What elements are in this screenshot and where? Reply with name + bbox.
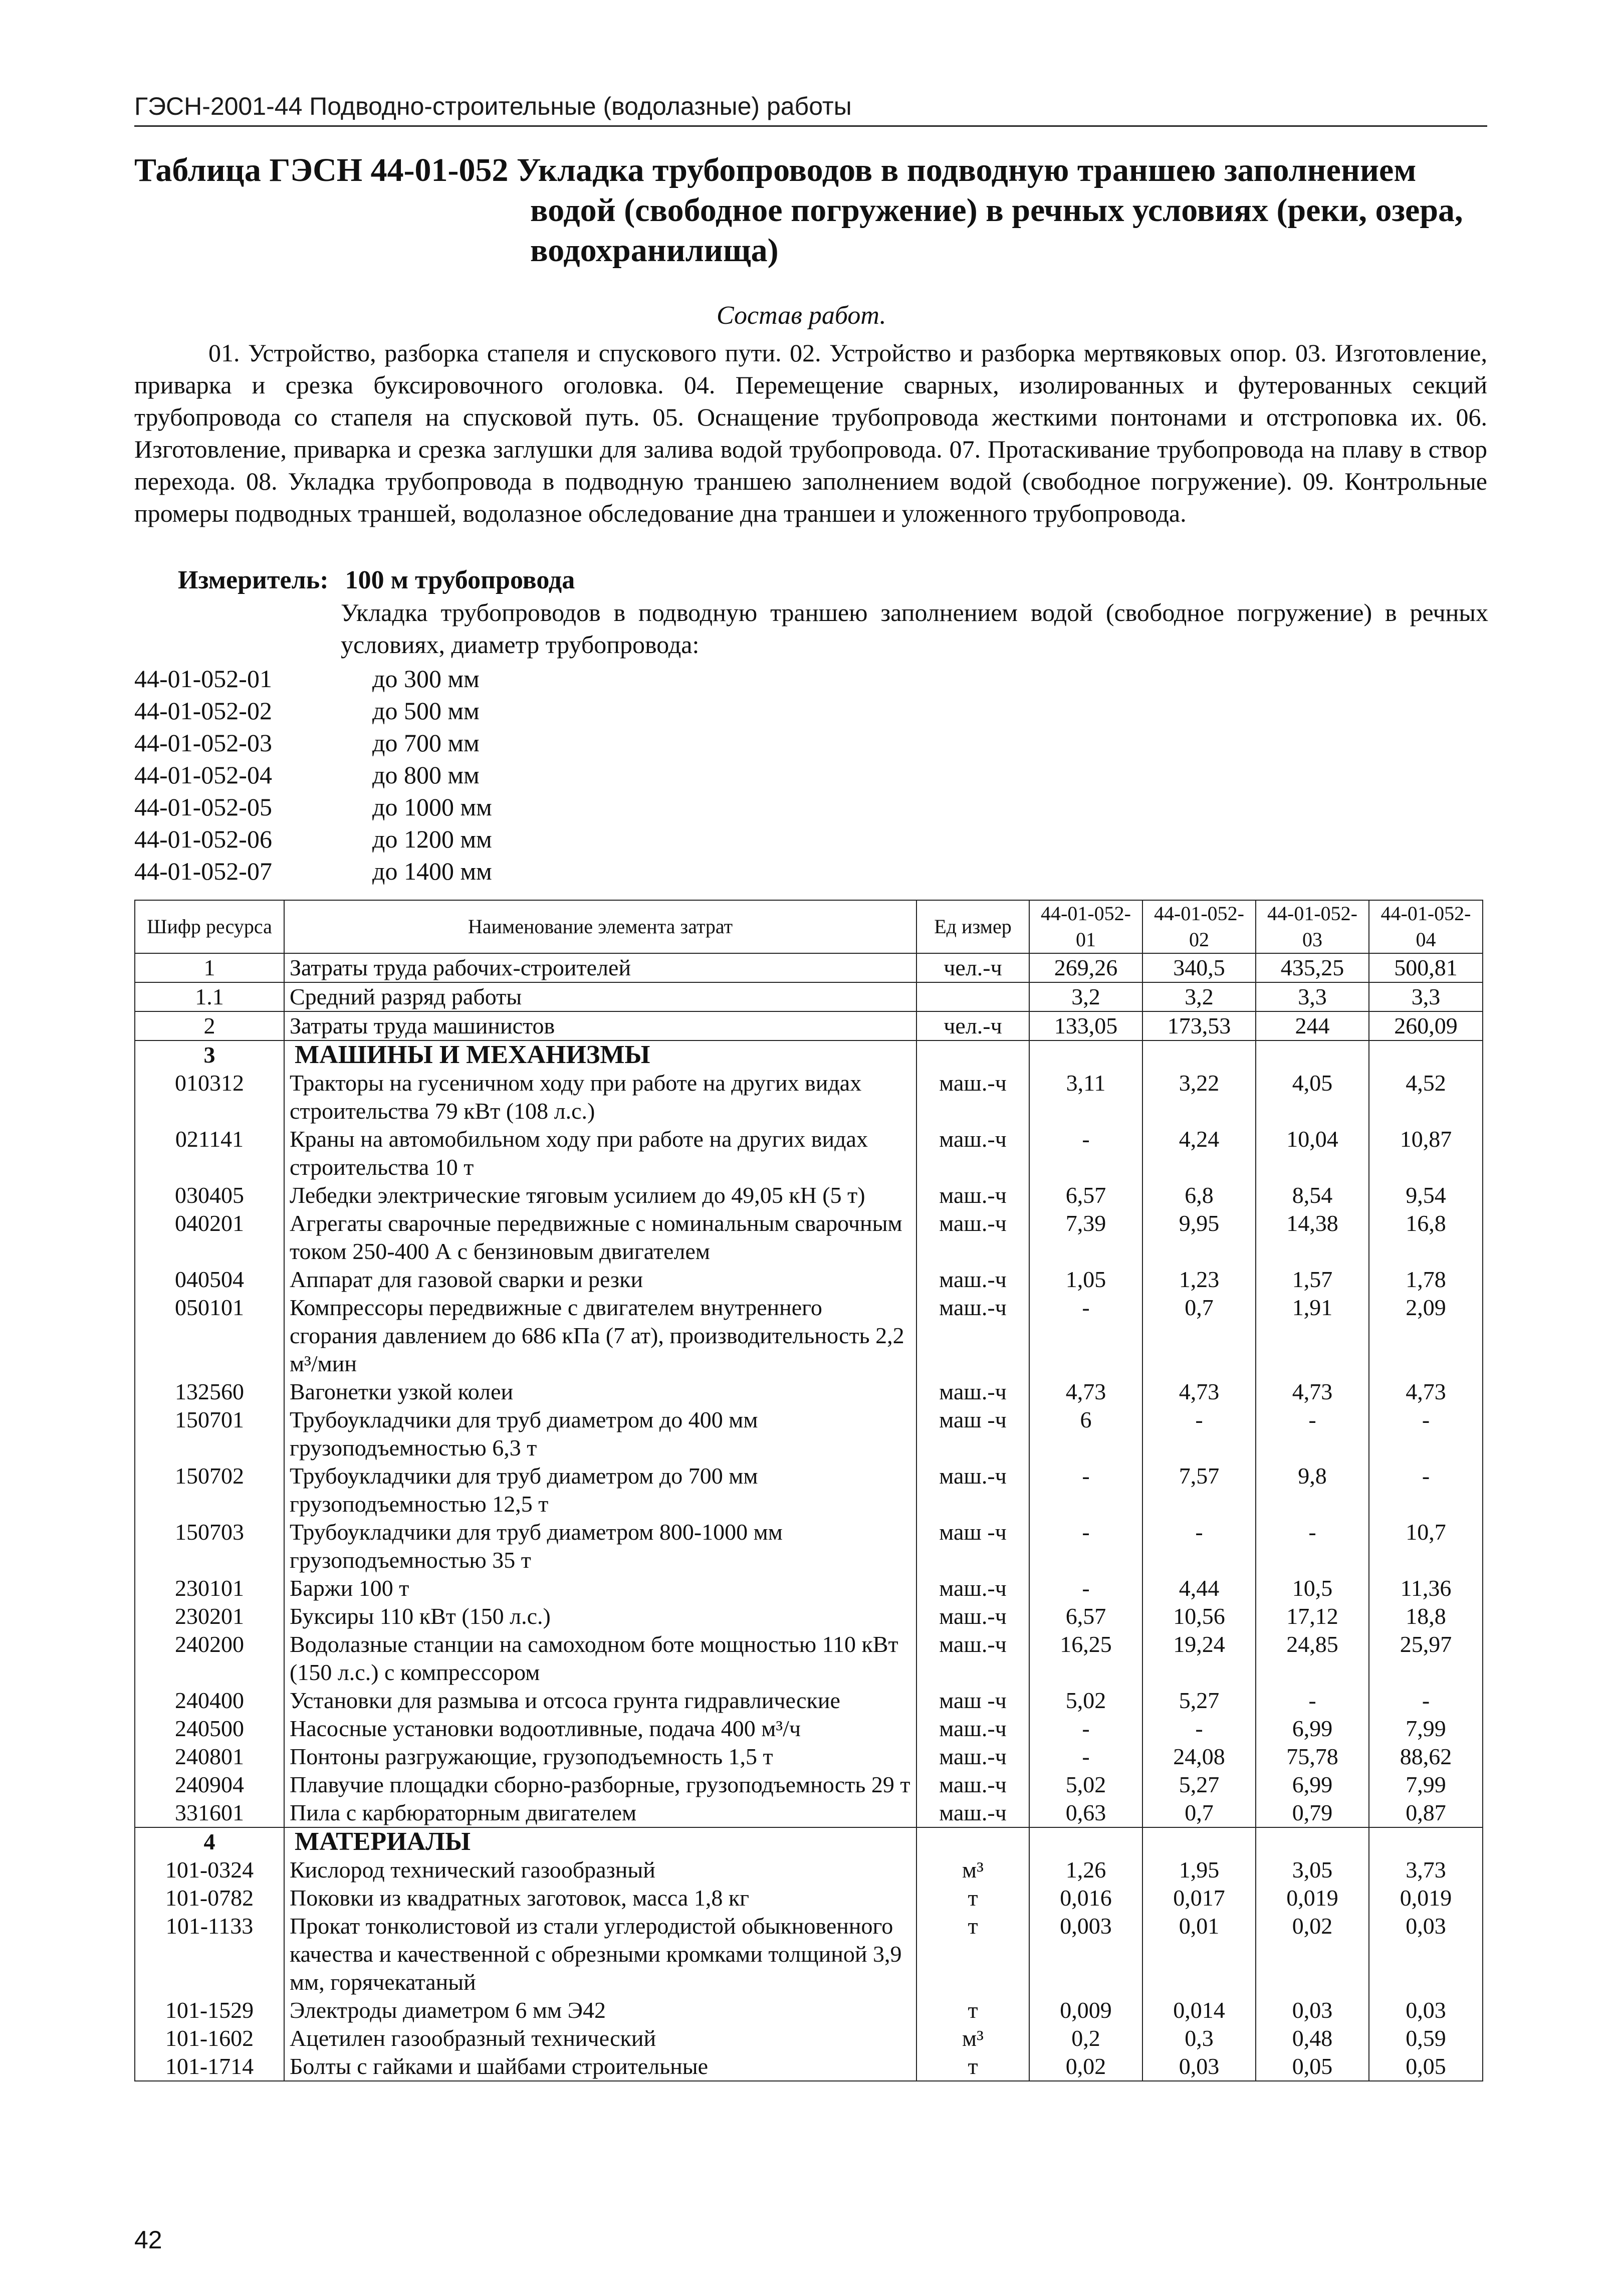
norm-value-4: 25,97 — [1369, 1630, 1483, 1687]
norm-value-1: - — [1029, 1574, 1142, 1602]
norm-value-2: 0,01 — [1142, 1912, 1256, 1996]
table-row — [135, 1771, 1483, 1799]
unit-of-measure: т — [916, 1912, 1029, 1996]
norm-value-3: 0,48 — [1256, 2024, 1369, 2052]
norm-value-2: 0,03 — [1142, 2052, 1256, 2081]
norm-value-1: - — [1029, 1125, 1142, 1181]
cost-item-name: Поковки из квадратных заготовок, масса 1,8 кг — [284, 1884, 916, 1912]
norm-value-3: 0,79 — [1256, 1799, 1369, 1827]
resource-code: 101-0782 — [135, 1884, 284, 1912]
cost-item-name: Вагонетки узкой колеи — [284, 1378, 916, 1406]
norm-value-3 — [1256, 1827, 1369, 1856]
cost-item-name: Лебедки электрические тяговым усилием до 49,05 кН (5 т) — [284, 1181, 916, 1209]
resource-code: 230201 — [135, 1602, 284, 1630]
resource-code: 101-1133 — [135, 1912, 284, 1996]
unit-of-measure: маш.-ч — [916, 1125, 1029, 1181]
norm-value-3: 9,8 — [1256, 1462, 1369, 1518]
cost-item-name: Трубоукладчики для труб диаметром до 400 мм грузоподъемностью 6,3 т — [284, 1406, 916, 1462]
norm-value-4: 0,05 — [1369, 2052, 1483, 2081]
variant-row — [134, 695, 492, 727]
cost-item-name: Баржи 100 т — [284, 1574, 916, 1602]
table-row — [135, 1069, 1483, 1125]
table-header-row — [135, 900, 1483, 953]
variant-text: до 500 мм — [372, 697, 480, 725]
resource-code: 010312 — [135, 1069, 284, 1125]
norm-value-1: - — [1029, 1294, 1142, 1378]
norm-value-4: 3,73 — [1369, 1856, 1483, 1884]
table-row — [135, 1743, 1483, 1771]
resource-code: 150702 — [135, 1462, 284, 1518]
page-number: 42 — [134, 2226, 162, 2254]
norm-value-3: 1,91 — [1256, 1294, 1369, 1378]
header-col-3: 44-01-052-03 — [1256, 900, 1369, 953]
resource-code: 030405 — [135, 1181, 284, 1209]
table-row — [135, 1574, 1483, 1602]
meter-value: 100 м трубопровода — [345, 566, 575, 594]
norm-value-2: - — [1142, 1518, 1256, 1574]
norm-value-2: 0,7 — [1142, 1799, 1256, 1827]
unit-of-measure: маш.-ч — [916, 1462, 1029, 1518]
norm-value-1: 0,009 — [1029, 1996, 1142, 2024]
norm-value-4: 0,03 — [1369, 1996, 1483, 2024]
table-row — [135, 1856, 1483, 1884]
norm-value-3: 8,54 — [1256, 1181, 1369, 1209]
norm-value-4: 1,78 — [1369, 1266, 1483, 1294]
norm-value-3: 4,05 — [1256, 1069, 1369, 1125]
unit-of-measure: чел.-ч — [916, 953, 1029, 982]
unit-of-measure: маш -ч — [916, 1518, 1029, 1574]
norm-value-3 — [1256, 1040, 1369, 1069]
unit-of-measure: маш.-ч — [916, 1209, 1029, 1266]
cost-item-name: Краны на автомобильном ходу при работе на других видах строительства 10 т — [284, 1125, 916, 1181]
unit-of-measure — [916, 1040, 1029, 1069]
norm-value-2: 0,3 — [1142, 2024, 1256, 2052]
cost-item-name: Болты с гайками и шайбами строительные — [284, 2052, 916, 2081]
cost-item-name: Ацетилен газообразный технический — [284, 2024, 916, 2052]
composition-caption: Состав работ. — [717, 301, 886, 330]
cost-item-name: Аппарат для газовой сварки и резки — [284, 1266, 916, 1294]
unit-of-measure: маш.-ч — [916, 1771, 1029, 1799]
header-col-1: 44-01-052-01 — [1029, 900, 1142, 953]
meter-label: Измеритель: — [178, 566, 329, 594]
variant-intro: Укладка трубопроводов в подводную траншею заполнением водой (свободное погружение) в речных условиях, диаметр трубопровода: — [341, 598, 1488, 659]
norm-value-4: 500,81 — [1369, 953, 1483, 982]
norm-value-1: 5,02 — [1029, 1687, 1142, 1715]
norm-value-4: 7,99 — [1369, 1771, 1483, 1799]
norm-value-3: - — [1256, 1518, 1369, 1574]
norm-value-2: 4,44 — [1142, 1574, 1256, 1602]
unit-of-measure: маш.-ч — [916, 1715, 1029, 1743]
variant-list — [134, 663, 492, 887]
header-unit: Ед измер — [916, 900, 1029, 953]
variant-row — [134, 855, 492, 887]
norm-value-2 — [1142, 1040, 1256, 1069]
norm-value-4: 3,3 — [1369, 982, 1483, 1011]
variant-row — [134, 791, 492, 823]
norm-value-4: 4,52 — [1369, 1069, 1483, 1125]
norm-value-2: 4,24 — [1142, 1125, 1256, 1181]
norm-value-4: 18,8 — [1369, 1602, 1483, 1630]
composition-text: 01. Устройство, разборка стапеля и спускового пути. 02. Устройство и разборка мертвяковых опор. 03. Изготовление, приварка и срезка буксировочного оголовка. 04. Перемещение сварных, изолированных и футерованных секций трубопровода со стапеля на спусковой путь. 05. Оснащение трубопровода жесткими понтонами и отстроповка их. 06. Изготовление, приварка и срезка заглушки для залива водой трубопровода. 07. Протаскивание трубопровода на плаву в створ перехода. 08. Укладка трубопровода в подводную траншею заполнением водой (свободное погружение). 09. Контрольные промеры подводных траншей, водолазное обследование дна траншеи и уложенного трубопровода. — [134, 339, 1487, 527]
unit-of-measure — [916, 1827, 1029, 1856]
norm-value-4: 10,7 — [1369, 1518, 1483, 1574]
norm-value-4: 88,62 — [1369, 1743, 1483, 1771]
table-row — [135, 1181, 1483, 1209]
unit-of-measure: маш -ч — [916, 1687, 1029, 1715]
norm-value-4: 16,8 — [1369, 1209, 1483, 1266]
norm-value-1: 1,05 — [1029, 1266, 1142, 1294]
variant-text: до 800 мм — [372, 761, 480, 789]
norm-value-2: 1,95 — [1142, 1856, 1256, 1884]
unit-of-measure: маш.-ч — [916, 1743, 1029, 1771]
norm-value-1: 16,25 — [1029, 1630, 1142, 1687]
table-row — [135, 1378, 1483, 1406]
resource-code: 132560 — [135, 1378, 284, 1406]
norm-value-2: 9,95 — [1142, 1209, 1256, 1266]
norm-value-2: 3,22 — [1142, 1069, 1256, 1125]
resource-code: 101-1714 — [135, 2052, 284, 2081]
unit-of-measure: маш.-ч — [916, 1602, 1029, 1630]
table-row — [135, 2052, 1483, 2081]
resource-code: 021141 — [135, 1125, 284, 1181]
norm-value-3: 6,99 — [1256, 1715, 1369, 1743]
unit-of-measure: т — [916, 1884, 1029, 1912]
resource-code: 050101 — [135, 1294, 284, 1378]
norm-value-2: 5,27 — [1142, 1771, 1256, 1799]
unit-of-measure: м³ — [916, 2024, 1029, 2052]
norm-value-1: 7,39 — [1029, 1209, 1142, 1266]
variant-code: 44-01-052-06 — [134, 825, 272, 853]
cost-item-name: Кислород технический газообразный — [284, 1856, 916, 1884]
norm-value-3: 3,05 — [1256, 1856, 1369, 1884]
norm-value-2: 340,5 — [1142, 953, 1256, 982]
resource-code: 240801 — [135, 1743, 284, 1771]
resource-code: 040504 — [135, 1266, 284, 1294]
norm-value-4: 0,59 — [1369, 2024, 1483, 2052]
norm-value-2: 4,73 — [1142, 1378, 1256, 1406]
table-title — [134, 150, 1487, 271]
norm-value-2: - — [1142, 1406, 1256, 1462]
norm-value-2: - — [1142, 1715, 1256, 1743]
cost-item-name: Пила с карбюраторным двигателем — [284, 1799, 916, 1827]
norm-value-4: 9,54 — [1369, 1181, 1483, 1209]
norm-value-3: 24,85 — [1256, 1630, 1369, 1687]
norm-value-4: 7,99 — [1369, 1715, 1483, 1743]
norm-value-2: 0,017 — [1142, 1884, 1256, 1912]
norm-value-1: 0,016 — [1029, 1884, 1142, 1912]
norm-value-1: 269,26 — [1029, 953, 1142, 982]
table-row — [135, 1687, 1483, 1715]
norm-value-2: 5,27 — [1142, 1687, 1256, 1715]
resource-code: 230101 — [135, 1574, 284, 1602]
norm-value-3: 6,99 — [1256, 1771, 1369, 1799]
table-row — [135, 1011, 1483, 1040]
header-name: Наименование элемента затрат — [284, 900, 916, 953]
table-row — [135, 1462, 1483, 1518]
norm-value-4: 10,87 — [1369, 1125, 1483, 1181]
norm-value-3: 435,25 — [1256, 953, 1369, 982]
table-row — [135, 1406, 1483, 1462]
header-col-2: 44-01-052-02 — [1142, 900, 1256, 953]
norm-value-2: 0,7 — [1142, 1294, 1256, 1378]
norm-value-1: 0,2 — [1029, 2024, 1142, 2052]
norm-value-1: 3,2 — [1029, 982, 1142, 1011]
unit-of-measure: м³ — [916, 1856, 1029, 1884]
resource-code: 150703 — [135, 1518, 284, 1574]
unit-of-measure: маш.-ч — [916, 1630, 1029, 1687]
norm-value-2: 24,08 — [1142, 1743, 1256, 1771]
resource-code: 240500 — [135, 1715, 284, 1743]
variant-text: до 1200 мм — [372, 825, 492, 853]
resource-code: 240400 — [135, 1687, 284, 1715]
norm-value-3: 14,38 — [1256, 1209, 1369, 1266]
variant-code: 44-01-052-07 — [134, 857, 272, 885]
norm-value-2: 6,8 — [1142, 1181, 1256, 1209]
norm-value-3: 4,73 — [1256, 1378, 1369, 1406]
unit-of-measure: чел.-ч — [916, 1011, 1029, 1040]
norm-value-3: - — [1256, 1406, 1369, 1462]
variant-code: 44-01-052-01 — [134, 665, 272, 693]
cost-item-name: Прокат тонколистовой из стали углеродистой обыкновенного качества и качественной с обрезными кромками толщиной 3,9 мм, горячекатаный — [284, 1912, 916, 1996]
variant-text: до 700 мм — [372, 729, 480, 757]
norm-value-3: 244 — [1256, 1011, 1369, 1040]
norm-value-1: - — [1029, 1715, 1142, 1743]
cost-item-name: Затраты труда рабочих-строителей — [284, 953, 916, 982]
cost-item-name: Насосные установки водоотливные, подача 400 м³/ч — [284, 1715, 916, 1743]
resource-code: 101-1529 — [135, 1996, 284, 2024]
variant-text: до 1000 мм — [372, 793, 492, 821]
resource-code: 240904 — [135, 1771, 284, 1799]
norm-value-4: 0,87 — [1369, 1799, 1483, 1827]
header-code: Шифр ресурса — [135, 900, 284, 953]
variant-row — [134, 823, 492, 855]
title-lead: Таблица ГЭСН 44-01-052 — [134, 152, 509, 188]
norm-value-4 — [1369, 1040, 1483, 1069]
norm-value-2: 1,23 — [1142, 1266, 1256, 1294]
unit-of-measure: т — [916, 1996, 1029, 2024]
norm-value-4: 11,36 — [1369, 1574, 1483, 1602]
variant-row — [134, 759, 492, 791]
norm-value-4: 0,03 — [1369, 1912, 1483, 1996]
norm-value-1 — [1029, 1827, 1142, 1856]
resource-code: 150701 — [135, 1406, 284, 1462]
table-row — [135, 1266, 1483, 1294]
norm-value-2: 19,24 — [1142, 1630, 1256, 1687]
norm-value-4: 260,09 — [1369, 1011, 1483, 1040]
norm-value-4: 0,019 — [1369, 1884, 1483, 1912]
norm-value-1: 5,02 — [1029, 1771, 1142, 1799]
cost-item-name: Электроды диаметром 6 мм Э42 — [284, 1996, 916, 2024]
norm-value-3: 3,3 — [1256, 982, 1369, 1011]
norm-value-3: 0,02 — [1256, 1912, 1369, 1996]
norm-value-3: 0,05 — [1256, 2052, 1369, 2081]
norm-value-3: - — [1256, 1687, 1369, 1715]
norm-value-1: - — [1029, 1518, 1142, 1574]
norm-value-1: 0,63 — [1029, 1799, 1142, 1827]
norm-value-1: 6,57 — [1029, 1181, 1142, 1209]
cost-item-name: Понтоны разгружающие, грузоподъемность 1,5 т — [284, 1743, 916, 1771]
norm-value-1: 0,02 — [1029, 2052, 1142, 2081]
cost-item-name: Буксиры 110 кВт (150 л.с.) — [284, 1602, 916, 1630]
running-head: ГЭСН-2001-44 Подводно-строительные (водолазные) работы — [134, 91, 1487, 127]
norm-value-1: 0,003 — [1029, 1912, 1142, 1996]
variant-code: 44-01-052-03 — [134, 729, 272, 757]
norm-value-4 — [1369, 1827, 1483, 1856]
cost-item-name: Затраты труда машинистов — [284, 1011, 916, 1040]
cost-item-name: Средний разряд работы — [284, 982, 916, 1011]
norm-value-4: - — [1369, 1462, 1483, 1518]
table-row — [135, 1209, 1483, 1266]
resource-code: 3 — [135, 1040, 284, 1069]
resource-code: 4 — [135, 1827, 284, 1856]
resource-code: 331601 — [135, 1799, 284, 1827]
norm-value-4: 2,09 — [1369, 1294, 1483, 1378]
norm-value-2: 10,56 — [1142, 1602, 1256, 1630]
cost-item-name: Компрессоры передвижные с двигателем внутреннего сгорания давлением до 686 кПа (7 ат), производительность 2,2 м³/мин — [284, 1294, 916, 1378]
norm-value-1: 1,26 — [1029, 1856, 1142, 1884]
cost-item-name: МАТЕРИАЛЫ — [284, 1827, 916, 1856]
variant-code: 44-01-052-04 — [134, 761, 272, 789]
variant-text: до 300 мм — [372, 665, 480, 693]
resource-code: 040201 — [135, 1209, 284, 1266]
norm-value-3: 17,12 — [1256, 1602, 1369, 1630]
norm-value-3: 0,03 — [1256, 1996, 1369, 2024]
table-row — [135, 1884, 1483, 1912]
norm-value-1: 6 — [1029, 1406, 1142, 1462]
unit-of-measure: маш.-ч — [916, 1378, 1029, 1406]
cost-table — [134, 900, 1483, 2081]
cost-item-name: Агрегаты сварочные передвижные с номинальным сварочным током 250-400 А с бензиновым двигателем — [284, 1209, 916, 1266]
norm-value-1: - — [1029, 1743, 1142, 1771]
norm-value-2: 0,014 — [1142, 1996, 1256, 2024]
table-body — [135, 953, 1483, 2081]
norm-value-1: - — [1029, 1462, 1142, 1518]
table-row — [135, 1294, 1483, 1378]
norm-value-4: 4,73 — [1369, 1378, 1483, 1406]
meter — [178, 565, 575, 595]
table-section-row — [135, 1827, 1483, 1856]
norm-value-2: 3,2 — [1142, 982, 1256, 1011]
norm-value-2: 173,53 — [1142, 1011, 1256, 1040]
variant-text: до 1400 мм — [372, 857, 492, 885]
norm-value-3: 10,04 — [1256, 1125, 1369, 1181]
norm-value-4: - — [1369, 1406, 1483, 1462]
norm-value-3: 0,019 — [1256, 1884, 1369, 1912]
table-row — [135, 2024, 1483, 2052]
resource-code: 1 — [135, 953, 284, 982]
title-line-1: Укладка трубопроводов в подводную траншею заполнением — [517, 152, 1417, 188]
title-line-3: водохранилища) — [530, 232, 779, 269]
norm-value-2 — [1142, 1827, 1256, 1856]
unit-of-measure: т — [916, 2052, 1029, 2081]
norm-value-3: 1,57 — [1256, 1266, 1369, 1294]
table-row — [135, 1518, 1483, 1574]
cost-item-name: МАШИНЫ И МЕХАНИЗМЫ — [284, 1040, 916, 1069]
unit-of-measure: маш.-ч — [916, 1181, 1029, 1209]
cost-item-name: Плавучие площадки сборно-разборные, грузоподъемность 29 т — [284, 1771, 916, 1799]
unit-of-measure: маш.-ч — [916, 1266, 1029, 1294]
cost-item-name: Трубоукладчики для труб диаметром 800-1000 мм грузоподъемностью 35 т — [284, 1518, 916, 1574]
unit-of-measure: маш.-ч — [916, 1069, 1029, 1125]
table-row — [135, 982, 1483, 1011]
variant-code: 44-01-052-02 — [134, 697, 272, 725]
resource-code: 101-1602 — [135, 2024, 284, 2052]
norm-value-3: 10,5 — [1256, 1574, 1369, 1602]
variant-row — [134, 663, 492, 695]
variant-code: 44-01-052-05 — [134, 793, 272, 821]
cost-item-name: Установки для размыва и отсоса грунта гидравлические — [284, 1687, 916, 1715]
norm-value-2: 7,57 — [1142, 1462, 1256, 1518]
table-row — [135, 1799, 1483, 1827]
resource-code: 240200 — [135, 1630, 284, 1687]
resource-code: 1.1 — [135, 982, 284, 1011]
table-row — [135, 1715, 1483, 1743]
cost-item-name: Водолазные станции на самоходном боте мощностью 110 кВт (150 л.с.) с компрессором — [284, 1630, 916, 1687]
norm-value-3: 75,78 — [1256, 1743, 1369, 1771]
norm-value-1: 4,73 — [1029, 1378, 1142, 1406]
resource-code: 2 — [135, 1011, 284, 1040]
resource-code: 101-0324 — [135, 1856, 284, 1884]
unit-of-measure — [916, 982, 1029, 1011]
variant-row — [134, 727, 492, 759]
table-row — [135, 1996, 1483, 2024]
table-row — [135, 1630, 1483, 1687]
table-section-row — [135, 1040, 1483, 1069]
cost-item-name: Тракторы на гусеничном ходу при работе на других видах строительства 79 кВт (108 л.с.) — [284, 1069, 916, 1125]
table-row — [135, 1125, 1483, 1181]
header-col-4: 44-01-052-04 — [1369, 900, 1483, 953]
unit-of-measure: маш -ч — [916, 1406, 1029, 1462]
norm-value-1: 3,11 — [1029, 1069, 1142, 1125]
unit-of-measure: маш.-ч — [916, 1574, 1029, 1602]
norm-value-1: 133,05 — [1029, 1011, 1142, 1040]
table-row — [135, 1912, 1483, 1996]
cost-item-name: Трубоукладчики для труб диаметром до 700 мм грузоподъемностью 12,5 т — [284, 1462, 916, 1518]
unit-of-measure: маш.-ч — [916, 1294, 1029, 1378]
norm-value-1: 6,57 — [1029, 1602, 1142, 1630]
unit-of-measure: маш.-ч — [916, 1799, 1029, 1827]
norm-value-1 — [1029, 1040, 1142, 1069]
table-row — [135, 953, 1483, 982]
table-row — [135, 1602, 1483, 1630]
title-line-2: водой (свободное погружение) в речных условиях (реки, озера, — [530, 192, 1463, 229]
norm-value-4: - — [1369, 1687, 1483, 1715]
